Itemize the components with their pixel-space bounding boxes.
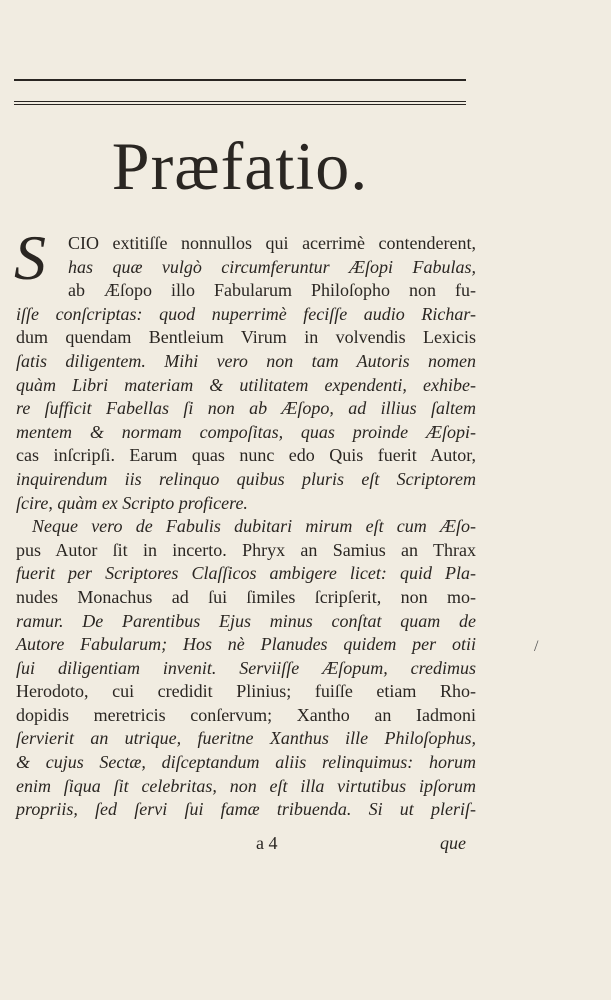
header-rule-top [14,79,466,81]
text-line: has quæ vulgò circumferuntur Æſopi Fabulas, [68,256,476,277]
text-line: mentem & normam compoſitas, quas proinde Æſopi- [16,421,476,442]
text-line: ab Æſopo illo Fabularum Philoſopho non fu- [68,280,476,301]
text-line: ſui diligentiam invenit. Serviiſſe Æſopum, credimus [16,657,476,678]
margin-mark: / [534,638,539,655]
text-line: ſervierit an utrique, fueritne Xanthus ille Philoſophus, [16,728,476,749]
text-line: pus Autor ſit in incerto. Phryx an Samius an Thrax [16,539,476,560]
preface-text [16,232,476,822]
text-line: CIO extitiſſe nonnullos qui acerrimè contenderent, [68,233,476,253]
header-rule-double-a [14,101,466,102]
text-line: re ſufficit Fabellas ſi non ab Æſopo, ad illius ſaltem [16,398,476,419]
text-line: ramur. De Parentibus Ejus minus conſtat quam de [16,610,476,631]
text-line: propriis, ſed ſervi ſui famæ tribuenda. Si ut pleriſ- [16,799,476,820]
signature-mark: a 4 [256,833,278,853]
text-line: cas inſcripſi. Earum quas nunc edo Quis fuerit Autor, [16,445,476,466]
text-line: nudes Monachus ad ſui ſimiles ſcripſerit, non mo- [16,586,476,607]
text-line: dum quendam Bentleium Virum in volvendis Lexicis [16,327,476,348]
text-line: Neque vero de Fabulis dubitari mirum eſt cum Æſo- [32,516,476,537]
text-line: Autore Fabularum; Hos nè Planudes quidem per otii [16,634,476,655]
text-line: ſatis diligentem. Mihi vero non tam Autoris nomen [16,350,476,371]
page-title: Præfatio. [111,128,369,204]
text-line: Herodoto, cui credidit Plinius; fuiſſe etiam Rho- [16,681,476,702]
text-line: inquirendum iis relinquo quibus pluris eſt Scriptorem [16,468,476,489]
header-rule-double-b [14,104,466,105]
text-line: dopidis meretricis conſervum; Xantho an Iadmoni [16,704,476,725]
text-line: & cujus Sectæ, diſceptandum aliis relinquimus: horum [16,752,476,773]
text-line: enim ſiqua ſit celebritas, non eſt illa virtutibus ipſorum [16,775,476,796]
text-line: iſſe conſcriptas: quod nuperrimè feciſſe audio Richar- [16,303,476,324]
catchword: que [440,833,466,853]
text-line: fuerit per Scriptores Claſſicos ambigere licet: quid Pla- [16,563,476,584]
text-line: ſcire, quàm ex Scripto proficere. [16,492,248,513]
drop-cap: S [14,222,46,293]
text-line: quàm Libri materiam & utilitatem expendenti, exhibe- [16,374,476,395]
